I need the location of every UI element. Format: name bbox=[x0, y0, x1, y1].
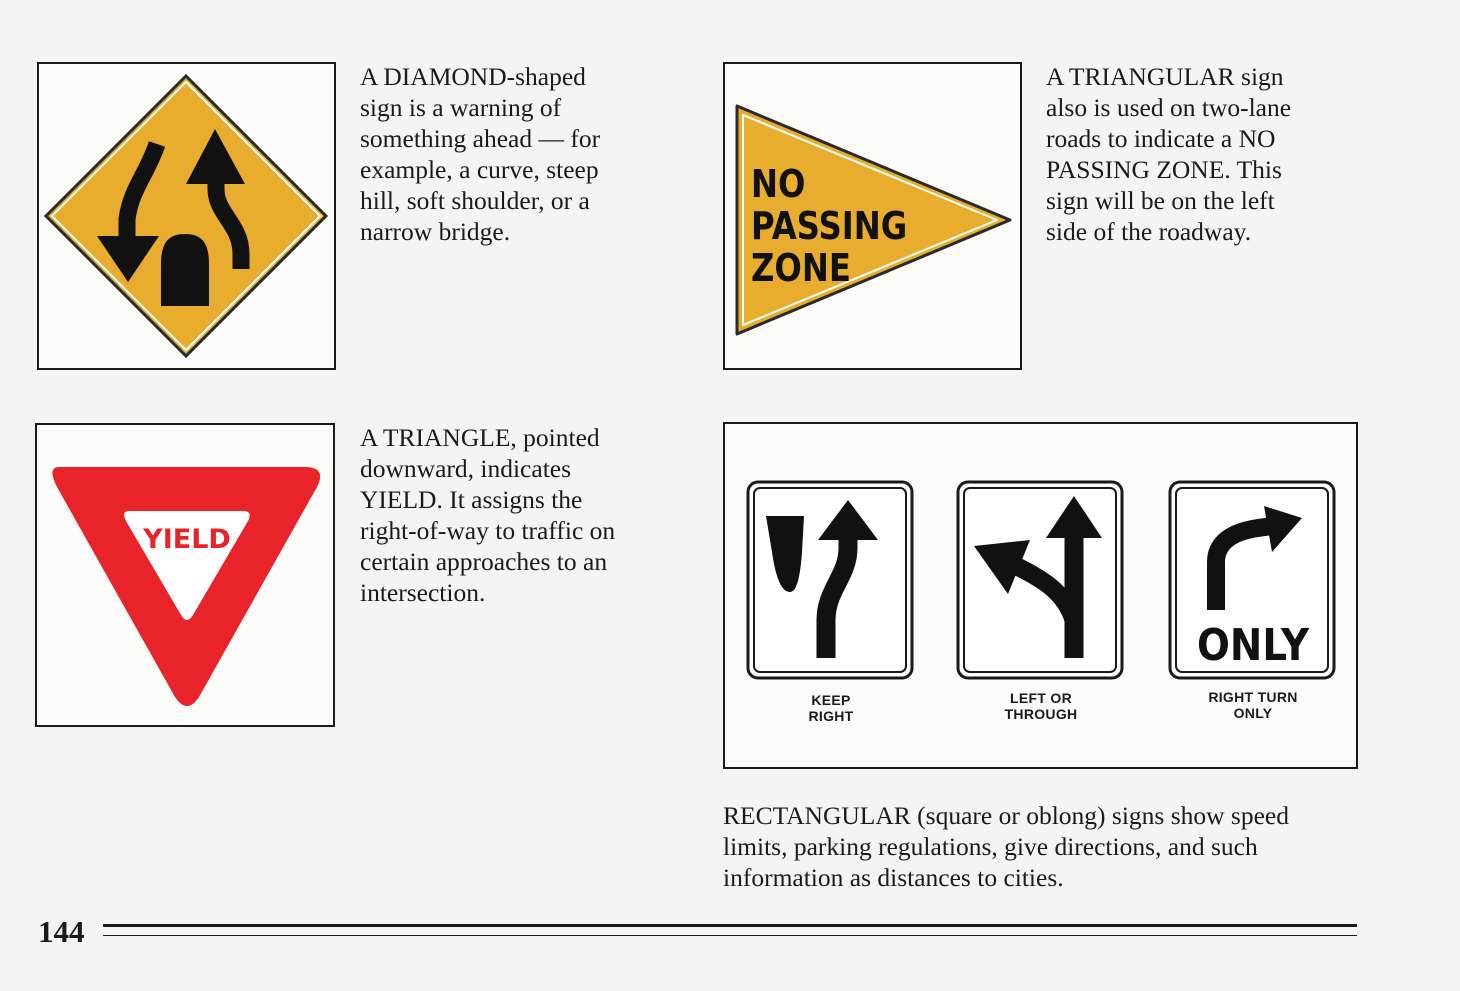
text-line: sign is a warning of bbox=[360, 93, 562, 122]
text-line: something ahead — for bbox=[360, 124, 601, 153]
keep-right-caption bbox=[746, 692, 916, 724]
no-passing-word-1: NO bbox=[751, 162, 806, 207]
yield-sign-word: YIELD bbox=[143, 524, 231, 555]
text-line: side of the roadway. bbox=[1046, 217, 1252, 246]
text-line: right-of-way to traffic on bbox=[360, 516, 616, 545]
text-line: RECTANGULAR (square or oblong) signs show speed bbox=[723, 801, 1289, 830]
no-passing-sign-frame bbox=[723, 62, 1022, 370]
rectangular-description bbox=[723, 800, 1403, 893]
keep-right-icon bbox=[746, 480, 916, 682]
text-line: also is used on two-lane bbox=[1046, 93, 1292, 122]
caption-line: ONLY bbox=[1233, 705, 1273, 721]
rectangular-signs-frame bbox=[723, 422, 1358, 769]
page-number: 144 bbox=[38, 914, 85, 949]
text-line: downward, indicates bbox=[360, 454, 572, 483]
right-turn-only-icon bbox=[1168, 480, 1338, 682]
divided-highway-icon bbox=[39, 64, 334, 368]
text-line: PASSING ZONE. This bbox=[1046, 155, 1282, 184]
left-or-through-icon bbox=[956, 480, 1126, 682]
caption-line: KEEP bbox=[811, 692, 851, 708]
text-line: intersection. bbox=[360, 578, 486, 607]
no-passing-zone-sign-icon bbox=[725, 64, 1020, 368]
caption-line: RIGHT bbox=[808, 708, 854, 724]
right-turn-only-caption bbox=[1168, 689, 1338, 721]
left-or-through-caption bbox=[956, 690, 1126, 722]
yield-sign-frame bbox=[35, 423, 335, 727]
text-line: YIELD. It assigns the bbox=[360, 485, 583, 514]
text-line: limits, parking regulations, give directions, and such bbox=[723, 832, 1258, 861]
caption-line: LEFT OR bbox=[1010, 690, 1072, 706]
right-turn-only-sign-word: ONLY bbox=[1197, 619, 1309, 671]
footer-rule bbox=[103, 924, 1357, 927]
yield-description bbox=[360, 422, 690, 608]
text-line: hill, soft shoulder, or a bbox=[360, 186, 590, 215]
text-line: sign will be on the left bbox=[1046, 186, 1275, 215]
no-passing-description bbox=[1046, 61, 1376, 247]
footer-rule-thin bbox=[103, 935, 1357, 936]
text-line: A DIAMOND-shaped bbox=[360, 62, 586, 91]
text-line: A TRIANGULAR sign bbox=[1046, 62, 1284, 91]
text-line: certain approaches to an bbox=[360, 547, 608, 576]
text-line: information as distances to cities. bbox=[723, 863, 1064, 892]
yield-sign-icon bbox=[37, 425, 333, 725]
diamond-description bbox=[360, 61, 690, 247]
text-line: A TRIANGLE, pointed bbox=[360, 423, 600, 452]
diamond-sign-frame bbox=[37, 62, 336, 370]
text-line: narrow bridge. bbox=[360, 217, 511, 246]
text-line: roads to indicate a NO bbox=[1046, 124, 1276, 153]
text-line: example, a curve, steep bbox=[360, 155, 599, 184]
caption-line: THROUGH bbox=[1004, 706, 1078, 722]
no-passing-word-3: ZONE bbox=[751, 246, 851, 291]
caption-line: RIGHT TURN bbox=[1208, 689, 1298, 705]
no-passing-word-2: PASSING bbox=[751, 204, 908, 249]
